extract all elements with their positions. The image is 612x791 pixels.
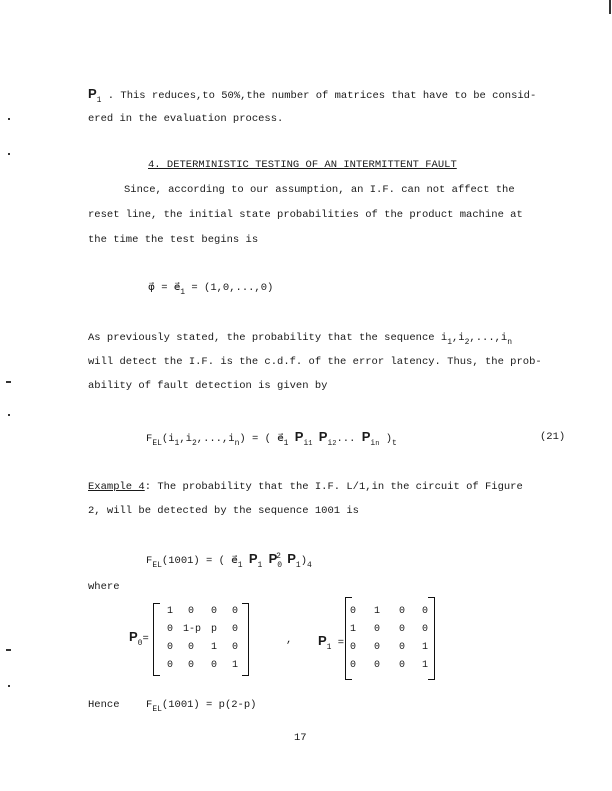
matrix-separator-comma: , (286, 634, 293, 646)
matrix-cell: 1 (349, 624, 356, 635)
matrix-cell: 0 (187, 606, 194, 617)
paragraph-2-line-1: Since, according to our assumption, an I.F. can not affect the (124, 184, 515, 196)
matrix-cell: 1 (373, 606, 380, 617)
paragraph-1-line-2: ered in the evaluation process. (88, 113, 284, 125)
matrix-cell: 0 (398, 660, 405, 671)
matrix-cell: 0 (349, 660, 356, 671)
matrix-p0-right-bracket (242, 603, 249, 676)
matrix-cell: p (210, 624, 217, 635)
matrix-cell: 0 (231, 642, 238, 653)
p1-line1-text: . This reduces,to 50%,the number of matrices that have to be consid- (107, 90, 537, 102)
equation-fel-1001: $F_{EL}(1001)$ = ( $e⃗_1$ $P_1$ $P_0^2$ $P_1)_4$ (146, 551, 312, 570)
margin-mark (8, 153, 10, 155)
matrix-p1-label: $P_1$ = (318, 633, 345, 652)
matrix-cell: 0 (187, 642, 194, 653)
example-line-1: Example 4: The probability that the I.F. L/1,in the circuit of Figure (88, 481, 523, 493)
matrix-cell: 0 (231, 624, 238, 635)
matrix-cell: 0 (398, 624, 405, 635)
equation-hence: $F_{EL}(1001) = p(2-p)$ (146, 699, 257, 714)
section-heading: 4. DETERMINISTIC TESTING OF AN INTERMITTENT FAULT (148, 159, 457, 171)
symbol-p: P (88, 86, 97, 101)
matrix-cell: 0 (421, 606, 428, 617)
phi-vector: (1,0,...,0) (204, 282, 274, 294)
matrix-cell: 1 (421, 660, 428, 671)
margin-mark (8, 414, 10, 416)
matrix-cell: 0 (373, 642, 380, 653)
matrix-cell: 0 (398, 606, 405, 617)
matrix-cell: 0 (166, 642, 173, 653)
matrix-p0-label: $P_0=$ (129, 629, 149, 648)
paragraph-1-line-1: $P_1$ . This reduces,to 50%,the number of matrices that have to be consid- (88, 86, 537, 105)
margin-mark (8, 118, 10, 120)
matrix-cell: 0 (398, 642, 405, 653)
example-label: Example 4 (88, 481, 145, 493)
matrix-cell: 0 (349, 606, 356, 617)
fel-argument: (1001) (161, 555, 200, 567)
matrix-cell: 0 (373, 660, 380, 671)
paragraph-3-line-1: As previously stated, the probability that the sequence $i_1,i_2,...,i_n$ (88, 332, 513, 347)
example-line-2: 2, will be detected by the sequence 1001 is (88, 505, 359, 517)
matrix-cell: 0 (166, 660, 173, 671)
margin-mark (609, 0, 611, 14)
equation-21: $F_{EL}(i_1,i_2,...,i_n)$ = ( $e⃗_1$ $P_{i1}$ $P_{i2}$... $P_{in}$ )$_t$ (146, 429, 397, 448)
matrix-cell: 0 (349, 642, 356, 653)
equation-phi: φ⃗ = $e⃗_1 = (1,0,...,0)$ (148, 282, 274, 297)
paragraph-2-line-3: the time the test begins is (88, 234, 259, 246)
matrix-cell: 1 (166, 606, 173, 617)
matrix-cell: 1-p (182, 624, 201, 635)
example-line1-text: The probability that the I.F. L/1,in the circuit of Figure (157, 481, 523, 493)
hence-result: p(2-p) (218, 699, 257, 711)
hence-label: Hence (88, 699, 120, 711)
page-number: 17 (294, 732, 307, 744)
paragraph-2-line-2: reset line, the initial state probabilities of the product machine at (88, 209, 523, 221)
matrix-cell: 0 (166, 624, 173, 635)
matrix-cell: 1 (210, 642, 217, 653)
matrix-p0-left-bracket (153, 603, 160, 676)
paragraph-3-line-3: ability of fault detection is given by (88, 380, 328, 392)
matrix-cell: 0 (421, 624, 428, 635)
matrix-cell: 0 (210, 606, 217, 617)
matrix-cell: 0 (187, 660, 194, 671)
equation-number: (21) (540, 431, 566, 443)
matrix-cell: 0 (210, 660, 217, 671)
p3-line1-text: As previously stated, the probability that the sequence (88, 332, 435, 344)
margin-mark (8, 685, 10, 687)
matrix-cell: 0 (231, 606, 238, 617)
margin-mark (6, 649, 11, 651)
matrix-cell: 1 (231, 660, 238, 671)
matrix-cell: 0 (373, 624, 380, 635)
margin-mark (6, 381, 11, 383)
paragraph-3-line-2: will detect the I.F. is the c.d.f. of the error latency. Thus, the prob- (88, 356, 542, 368)
where-label: where (88, 581, 120, 593)
matrix-cell: 1 (421, 642, 428, 653)
